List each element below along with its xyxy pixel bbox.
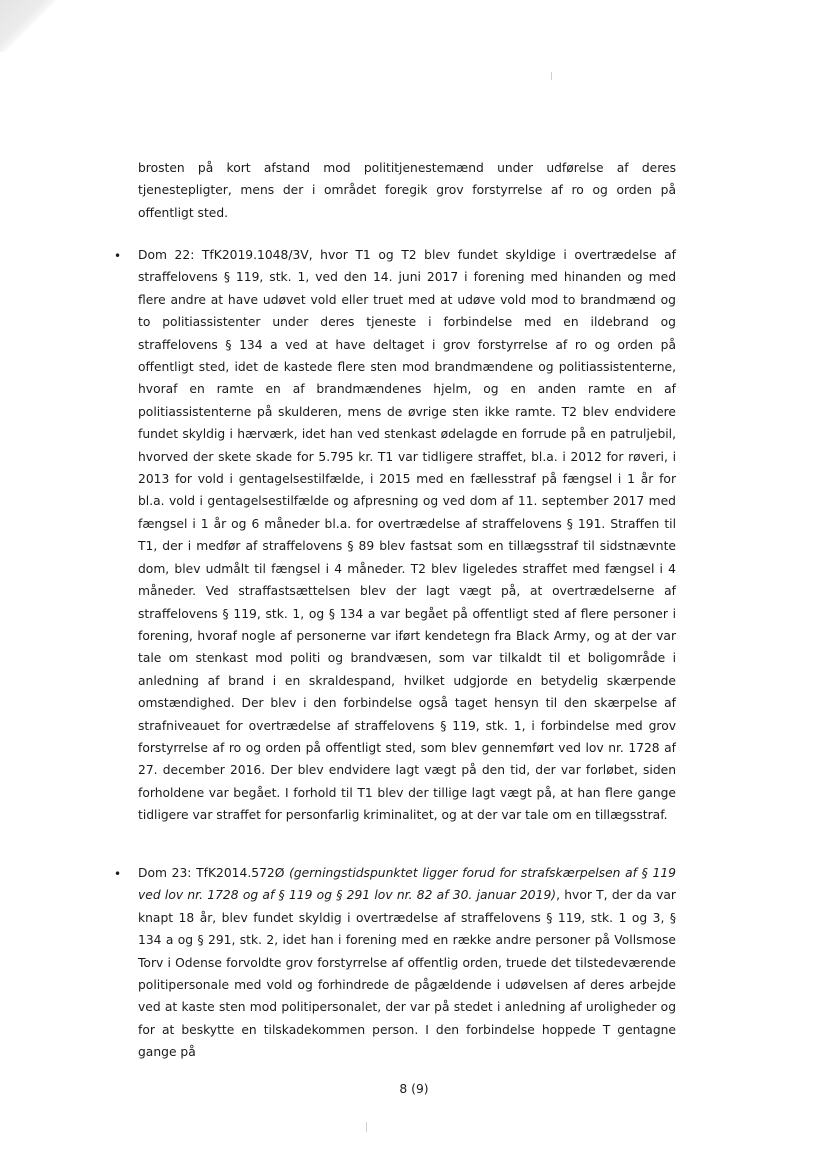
bullet-dom-23: • (114, 867, 122, 881)
page-number: 8 (9) (399, 1082, 429, 1096)
dom-23-lead: Dom 23: TfK2014.572Ø (138, 866, 285, 880)
scan-speck (366, 1122, 367, 1132)
dom-23-body: , hvor T, der da var knapt 18 år, blev fundet skyldig i overtrædelse af straffelovens § 119, stk. 1 og 3, § 134 a og § 291, stk. 2, idet han i forening med en række andre personer på Vollsmose Torv i Odense forvoldte grov forstyrrelse af offentlig orden, truede det tilstedeværende politipersonale med vold og forhindrede de pågældende i udøvelsen af deres arbejde ved at kaste sten mod politipersonalet, der var på stedet i anledning af uroligheder og for at beskytte en tilskadekommen person. I den forbindelse hoppede T gentagne gange på (138, 888, 676, 1060)
bullet-dom-22: • (114, 249, 122, 263)
paragraph-continuation: brosten på kort afstand mod polititjenestemænd under udførelse af deres tjenestepligter, mens der i området foregik grov forstyrrelse af ro og orden på offentligt sted. (138, 161, 676, 220)
dom-23-italic-note: (gerningstidspunktet ligger forud for strafskærpelsen af § 119 ved lov nr. 1728 og af § 119 og § 291 lov nr. 82 af 30. januar 2019) (138, 866, 676, 903)
scan-speck (551, 72, 552, 80)
paragraph-dom-22: Dom 22: TfK2019.1048/3V, hvor T1 og T2 blev fundet skyldige i overtrædelse af straffelovens § 119, stk. 1, ved den 14. juni 2017 i forening med hinanden og med flere andre at have udøvet vold eller truet med at udøve vold mod to brandmænd og to politiassistenter under deres tjeneste i forbindelse med en ildebrand og straffelovens § 134 a ved at have deltaget i grov forstyrrelse af ro og orden på offentligt sted, idet de kastede flere sten mod brandmændene og politiassistenterne, hvoraf en ramte en af brandmændenes hjelm, og en anden ramte en af politiassistenterne på skulderen, mens de øvrige sten ikke ramte. T2 blev endvidere fundet skyldig i hærværk, idet han ved stenkast ødelagde en forrude på en patruljebil, hvorved der skete skade for 5.795 kr. T1 var tidligere straffet, bl.a. i 2012 for røveri, i 2013 for vold i gentagelsestilfælde, i 2015 med en fællesstraf på fængsel i 1 år for bl.a. vold i gentagelsestilfælde og afpresning og ved dom af 11. september 2017 med fængsel i 1 år og 6 måneder bl.a. for overtrædelse af straffelovens § 191. Straffen til T1, der i medfør af straffelovens § 89 blev fastsat som en tillægsstraf til sidstnævnte dom, blev udmålt til fængsel i 4 måneder. T2 blev ligeledes straffet med fængsel i 4 måneder. Ved straffastsættelsen blev der lagt vægt på, at overtrædelserne af straffelovens § 119, stk. 1, og § 134 a var begået på offentligt sted af flere personer i forening, hvoraf nogle af personerne var iført kendetegn fra Black Army, og at der var tale om stenkast mod politi og brandvæsen, som var tilkaldt til et boligområde i anledning af brand i en skraldespand, hvilket udgjorde en betydelig skærpende omstændighed. Der blev i den forbindelse også taget hensyn til den skærpelse af strafniveauet for overtrædelse af straffelovens § 119, stk. 1, i forbindelse med grov forstyrrelse af ro og orden på offentligt sted, som blev gennemført ved lov nr. 1728 af 27. december 2016. Der blev endvidere lagt vægt på den tid, der var forløbet, siden forholdene var begået. I forhold til T1 blev der tillige lagt vægt på, at han flere gange tidligere var straffet for personfarlig kriminalitet, og at der var tale om en tillægsstraf. (138, 248, 676, 823)
paragraph-dom-23 (138, 862, 676, 1064)
page-fold-corner (0, 0, 60, 52)
